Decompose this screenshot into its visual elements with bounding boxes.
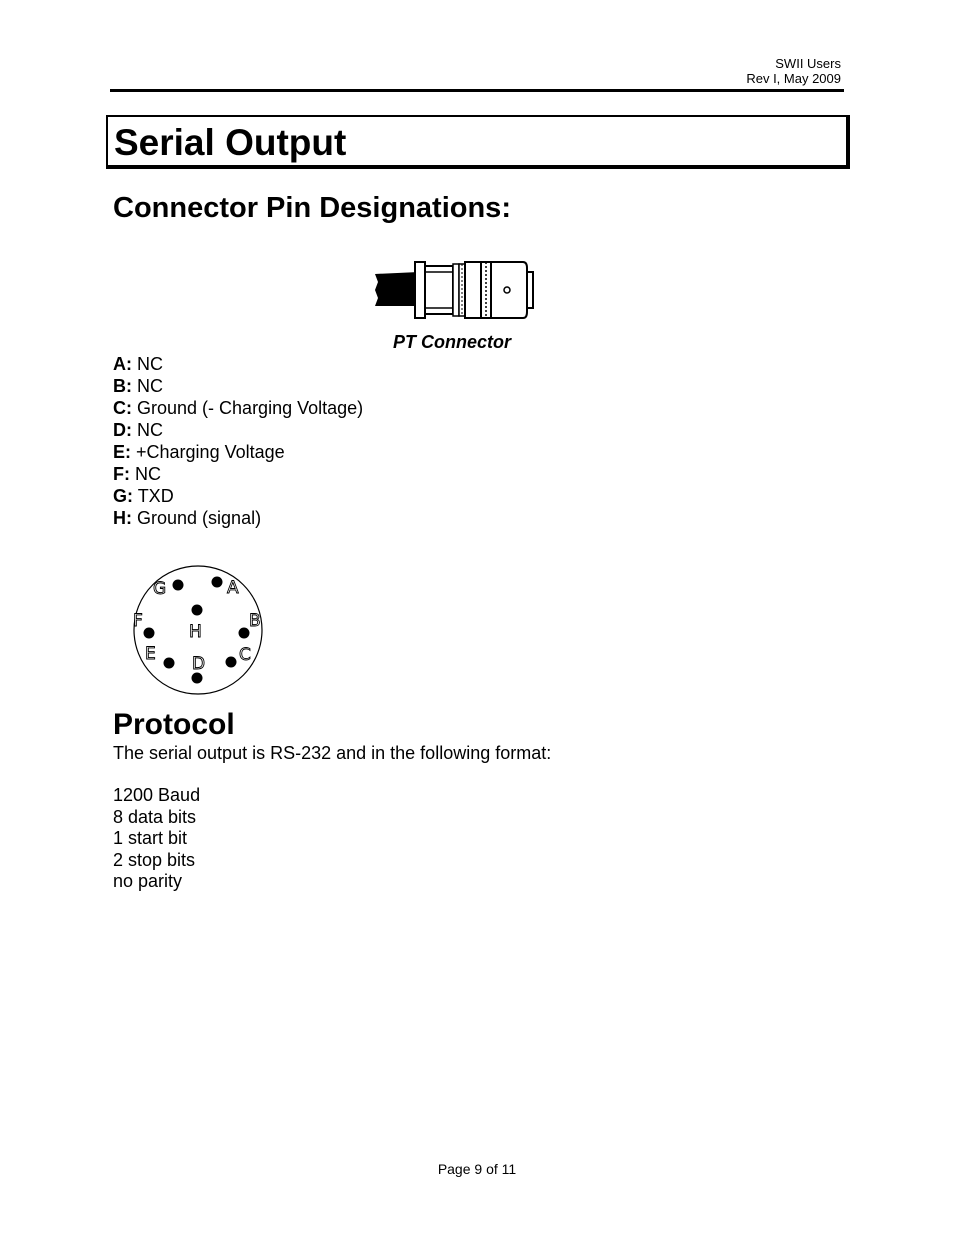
protocol-intro: The serial output is RS-232 and in the following format: [113,743,552,763]
header-doc-name: SWII Users [775,56,841,71]
pin-row-d [113,419,363,441]
pin-dot-h [192,605,203,616]
pin-key: C: [113,398,132,418]
pin-label-c: C [239,645,251,665]
pin-value: Ground (signal) [137,508,262,528]
pin-value: Ground (- Charging Voltage) [137,398,364,418]
pin-key: F: [113,464,130,484]
pin-value: NC [137,354,164,374]
protocol-item: 1 start bit [113,828,188,848]
pin-label-e: E [145,644,156,664]
pin-dot-g [173,580,184,591]
connector-caption: PT Connector [393,332,512,352]
pin-label-d: D [192,654,206,674]
pin-dot-f [144,628,155,639]
page-title: Serial Output [114,122,347,163]
pin-row-b [113,375,363,397]
page-number: Page 9 of 11 [437,1161,517,1177]
protocol-heading: Protocol [113,708,235,741]
pin-key: B: [113,376,132,396]
pin-row-c [113,397,363,419]
pin-label-f: F [133,611,143,631]
pin-value: TXD [137,486,174,506]
pin-dot-d [192,673,203,684]
pin-value: NC [137,420,164,440]
pin-dot-c [226,657,237,668]
pin-key: A: [113,354,132,374]
pin-row-g [113,485,363,507]
pin-dot-e [164,658,175,669]
pin-row-e [113,441,363,463]
pin-row-h [113,507,363,529]
pin-key: E: [113,442,131,462]
pin-row-a [113,353,363,375]
pin-dot-b [239,628,250,639]
pin-row-f [113,463,363,485]
connector-face-diagram [128,562,268,702]
pin-value: NC [135,464,162,484]
pin-key: G: [113,486,133,506]
pin-dot-a [212,577,223,588]
pin-label-a: A [227,578,239,598]
header-rule [110,89,844,92]
protocol-item: no parity [113,871,183,891]
pin-value: +Charging Voltage [136,442,285,462]
pin-value: NC [137,376,164,396]
protocol-format-list [113,785,200,893]
header-revision: Rev I, May 2009 [746,71,841,86]
pt-connector-illustration [373,258,535,322]
pin-label-g: G [153,579,167,599]
pin-label-h: H [189,622,202,642]
pin-list [113,353,363,529]
pin-label-b: B [249,611,261,631]
protocol-item: 1200 Baud [113,785,201,805]
pin-key: D: [113,420,132,440]
pin-key: H: [113,508,132,528]
protocol-item: 8 data bits [113,806,197,827]
connector-heading: Connector Pin Designations: [113,192,511,224]
document-header [746,56,841,86]
protocol-item: 2 stop bits [113,849,196,870]
title-box [106,115,850,169]
